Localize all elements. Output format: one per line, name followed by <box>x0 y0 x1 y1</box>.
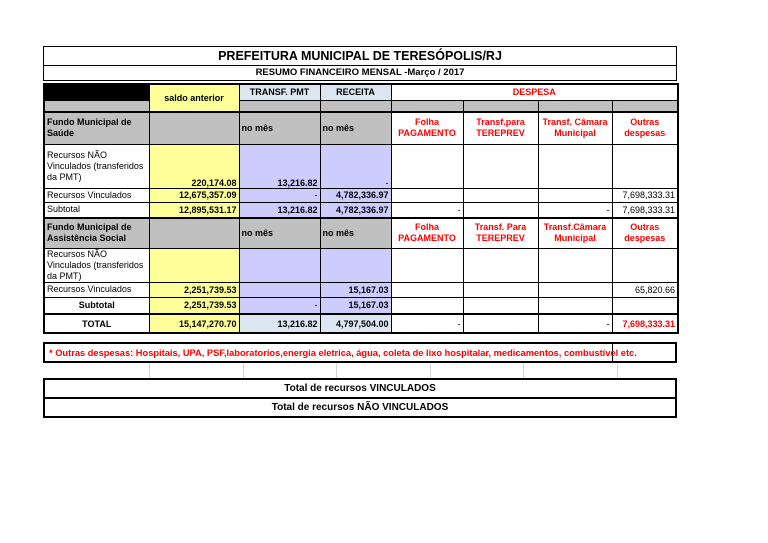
report-subtitle: RESUMO FINANCEIRO MENSAL -Março / 2017 <box>44 65 676 80</box>
cell-folha <box>391 297 463 314</box>
sheet-gridline-row <box>43 363 677 378</box>
financial-report-sheet <box>43 46 677 418</box>
gridline <box>149 363 150 378</box>
summary-nao-vinculados: Total de recursos NÃO VINCULADOS <box>45 397 675 416</box>
cell-camara: - <box>538 314 612 333</box>
cell-transf <box>239 282 320 297</box>
cell-transf: - <box>239 188 320 202</box>
cell-receita: - <box>320 144 391 188</box>
cell-transf: 13,216.82 <box>239 144 320 188</box>
header-line: Outras <box>630 117 660 128</box>
gridline <box>617 363 618 378</box>
cell-tereprev <box>463 188 538 202</box>
no-mes-label: no mês <box>239 112 320 144</box>
blank-cell <box>612 100 678 112</box>
header-line: Municipal <box>554 233 596 244</box>
cell-camara: - <box>538 202 612 218</box>
cell-folha: - <box>391 314 463 333</box>
cell-receita: 15,167.03 <box>320 297 391 314</box>
cell-camara <box>538 144 612 188</box>
cell-camara <box>538 282 612 297</box>
financial-table <box>43 83 679 334</box>
despesa-col-header-folha <box>391 218 463 248</box>
cell-saldo: 12,675,357.09 <box>149 188 239 202</box>
header-line: Transf.para <box>476 117 525 128</box>
header-line: despesas <box>624 128 666 139</box>
blank-cell <box>149 218 239 248</box>
footnote-empty-cell <box>613 344 675 361</box>
cell-saldo: 2,251,739.53 <box>149 282 239 297</box>
receita-header: RECEITA <box>320 84 391 100</box>
blank-cell <box>391 100 463 112</box>
cell-receita: 15,167.03 <box>320 282 391 297</box>
gridline <box>523 363 524 378</box>
footnote-box <box>43 342 677 363</box>
cell-camara <box>538 248 612 282</box>
footnote-text: * Outras despesas: Hospitais, UPA, PSF,laboratorios,energia eletrica, água, coleta de lixo hospitalar, medicamentos, combustível etc. <box>49 347 637 358</box>
header-line: despesas <box>624 233 666 244</box>
cell-saldo <box>149 248 239 282</box>
report-title: PREFEITURA MUNICIPAL DE TERESÓPOLIS/RJ <box>218 49 502 63</box>
cell-outras <box>612 144 678 188</box>
cell-outras <box>612 248 678 282</box>
row-label: Recursos NÃO Vinculados (transferidos da PMT) <box>44 248 149 282</box>
gridline <box>430 363 431 378</box>
row-label: Subtotal <box>44 297 149 314</box>
row-label: Recursos Vinculados <box>44 282 149 297</box>
cell-folha: - <box>391 202 463 218</box>
cell-receita: 4,782,336.97 <box>320 202 391 218</box>
row-label: Recursos NÃO Vinculados (transferidos da PMT) <box>44 144 149 188</box>
cell-tereprev <box>463 248 538 282</box>
header-line: TEREPREV <box>476 128 525 139</box>
header-line: Municipal <box>554 128 596 139</box>
blank-cell <box>538 100 612 112</box>
cell-saldo: 15,147,270.70 <box>149 314 239 333</box>
saldo-anterior-header: saldo anterior <box>149 84 239 112</box>
header-line: Transf. Câmara <box>542 117 608 128</box>
no-mes-label: no mês <box>239 218 320 248</box>
blank-cell <box>149 112 239 144</box>
cell-transf: 13,216.82 <box>239 314 320 333</box>
report-header-box <box>43 46 677 81</box>
table-row-nao-vinculados-saude <box>44 144 678 188</box>
cell-tereprev <box>463 282 538 297</box>
cell-folha <box>391 144 463 188</box>
despesa-col-header-outras <box>612 218 678 248</box>
cell-outras: 7,698,333.31 <box>612 314 678 333</box>
cell-camara <box>538 297 612 314</box>
header-line: Folha <box>415 117 439 128</box>
cell-outras: 65,820.66 <box>612 282 678 297</box>
footnote-cell <box>45 344 637 361</box>
cell-tereprev <box>463 297 538 314</box>
blank-cell <box>239 100 320 112</box>
cell-folha <box>391 248 463 282</box>
corner-cell <box>44 84 149 100</box>
cell-receita: 4,782,336.97 <box>320 188 391 202</box>
header-row-1 <box>44 84 678 100</box>
row-label: Recursos Vinculados <box>44 188 149 202</box>
header-row-2 <box>44 100 678 112</box>
cell-saldo: 2,251,739.53 <box>149 297 239 314</box>
section-title: Fundo Municipal de Saúde <box>44 112 149 144</box>
table-row-subtotal-assistencia <box>44 297 678 314</box>
despesa-col-header-outras <box>612 112 678 144</box>
table-row-total <box>44 314 678 333</box>
table-row-subtotal-saude <box>44 202 678 218</box>
table-row-vinculados-assistencia <box>44 282 678 297</box>
summary-box <box>43 378 677 418</box>
blank-cell <box>44 100 149 112</box>
section-header-assistencia <box>44 218 678 248</box>
gridline <box>336 363 337 378</box>
cell-saldo: 12,895,531.17 <box>149 202 239 218</box>
despesa-col-header-tereprev <box>463 218 538 248</box>
cell-outras <box>612 297 678 314</box>
no-mes-label: no mês <box>320 112 391 144</box>
cell-transf <box>239 248 320 282</box>
transf-pmt-header: TRANSF. PMT <box>239 84 320 100</box>
blank-cell <box>463 100 538 112</box>
header-line: Transf. Para <box>474 222 527 233</box>
cell-tereprev <box>463 314 538 333</box>
despesa-col-header-folha <box>391 112 463 144</box>
header-line: Transf.Câmara <box>543 222 607 233</box>
section-header-saude <box>44 112 678 144</box>
header-line: Folha <box>415 222 439 233</box>
section-title: Fundo Municipal de Assistência Social <box>44 218 149 248</box>
table-row-nao-vinculados-assistencia <box>44 248 678 282</box>
despesa-col-header-camara <box>538 218 612 248</box>
header-line: TEREPREV <box>476 233 525 244</box>
blank-cell <box>320 100 391 112</box>
header-line: Outras <box>630 222 660 233</box>
table-row-vinculados-saude <box>44 188 678 202</box>
row-label: Subtotal <box>44 202 149 218</box>
despesa-col-header-tereprev <box>463 112 538 144</box>
header-line: PAGAMENTO <box>398 128 456 139</box>
despesa-header: DESPESA <box>391 84 678 100</box>
cell-tereprev <box>463 144 538 188</box>
cell-folha <box>391 282 463 297</box>
cell-receita <box>320 248 391 282</box>
cell-transf: 13,216.82 <box>239 202 320 218</box>
cell-camara <box>538 188 612 202</box>
gridline <box>243 363 244 378</box>
cell-receita: 4,797,504.00 <box>320 314 391 333</box>
cell-saldo: 220,174.08 <box>149 144 239 188</box>
cell-folha <box>391 188 463 202</box>
summary-vinculados: Total de recursos VINCULADOS <box>284 383 436 394</box>
cell-transf: - <box>239 297 320 314</box>
row-label: TOTAL <box>44 314 149 333</box>
cell-outras: 7,698,333.31 <box>612 202 678 218</box>
header-line: PAGAMENTO <box>398 233 456 244</box>
despesa-col-header-camara <box>538 112 612 144</box>
cell-outras: 7,698,333.31 <box>612 188 678 202</box>
no-mes-label: no mês <box>320 218 391 248</box>
cell-tereprev <box>463 202 538 218</box>
